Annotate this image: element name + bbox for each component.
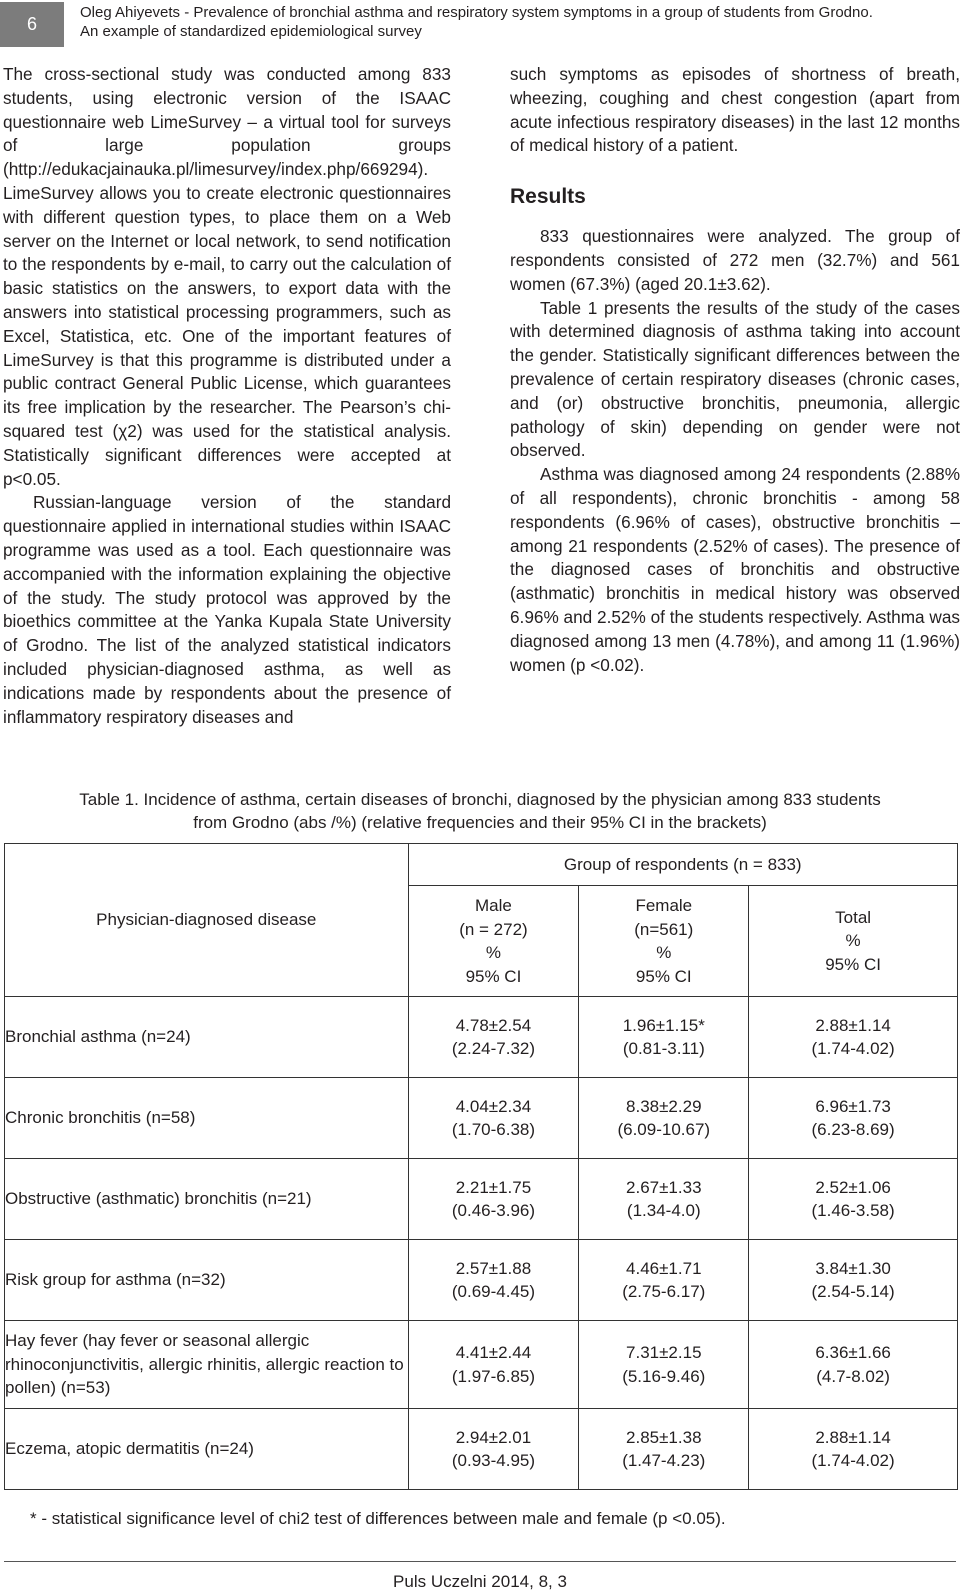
table-row [5, 997, 958, 1078]
male-header-line: 95% CI [465, 966, 522, 986]
female-column-header [579, 886, 749, 997]
male-header-line: % [485, 943, 501, 962]
methods-paragraph-2: Russian-language version of the standard questionnaire applied in international studies within ISAAC programme was used as a tool. Each questionnaire was accompanied with the information explaining the objective of the study. The study protocol was approved by the bioethics committee at the Yanka Kupala State University of Grodno. The list of the analyzed statistical indicators included physician-diagnosed asthma, as well as indications made by respondents about the presence of inflammatory respiratory diseases and [3, 492, 451, 727]
disease-column-header: Physician-diagnosed disease [5, 844, 409, 997]
results-paragraph-3: Asthma was diagnosed among 24 respondents (2.88% of all respondents), chronic bronchitis - among 58 respondents (6.96% of cases), obstructive bronchitis – among 21 respondents (2.52% of cases). The presence of the diagnosed cases of bronchitis and obstructive (asthmatic) bronchitis in medical history was observed 6.96% and 2.52% of the students respectively. Asthma was diagnosed among 13 men (4.78%), and among 11 (1.96%) women (p <0.02). [510, 464, 960, 675]
table-row [5, 1240, 958, 1321]
male-value-cell [408, 997, 579, 1078]
male-value-cell [408, 1078, 579, 1159]
value-ci: (4.7-8.02) [816, 1366, 890, 1386]
value-ci: (2.54-5.14) [811, 1282, 895, 1301]
table-row [5, 1159, 958, 1240]
female-header-line: Female [635, 896, 693, 915]
results-paragraph-1: 833 questionnaires were analyzed. The group of respondents consisted of 272 men (32.7%) and 561 women (67.3%) (aged 20.1±3.62). [510, 226, 960, 294]
disease-cell: Chronic bronchitis (n=58) [5, 1078, 409, 1159]
value-ci: (1.70-6.38) [451, 1120, 536, 1139]
male-value-cell [408, 1321, 579, 1409]
running-head [80, 3, 950, 41]
value-mean: 4.41±2.44 [455, 1343, 532, 1362]
value-mean: 6.96±1.73 [815, 1096, 891, 1116]
value-mean: 4.78±2.54 [455, 1015, 532, 1035]
value-ci: (0.46-3.96) [451, 1201, 536, 1220]
value-ci: (6.23-8.69) [811, 1120, 895, 1139]
total-value-cell [749, 1409, 958, 1490]
page-number: 6 [0, 2, 64, 47]
female-header-line: (n=561) [634, 919, 694, 939]
disease-cell: Risk group for asthma (n=32) [5, 1240, 409, 1321]
female-value-cell [579, 1409, 749, 1490]
value-mean: 3.84±1.30 [815, 1258, 891, 1278]
total-value-cell [749, 1321, 958, 1409]
male-value-cell [408, 1159, 579, 1240]
total-value-cell [749, 1159, 958, 1240]
value-ci: (2.24-7.32) [451, 1039, 536, 1058]
table-caption-line-2: from Grodno (abs /%) (relative frequencies and their 95% CI in the brackets) [193, 813, 767, 832]
total-column-header [749, 886, 958, 997]
value-ci: (1.47-4.23) [622, 1451, 706, 1470]
value-mean: 7.31±2.15 [626, 1343, 702, 1362]
running-head-line-1: Oleg Ahiyevets - Prevalence of bronchial asthma and respiratory system symptoms in a group of students from Grodno. [80, 4, 873, 21]
value-mean: 8.38±2.29 [626, 1096, 702, 1116]
results-paragraph-2: Table 1 presents the results of the study of the cases with determined diagnosis of asthma taking into account the gender. Statistically significant differences between the prevalence of certain respiratory diseases (chronic cases, and (or) obstructive bronchitis, pneumonia, allergic pathology of skin) depending on gender were not observed. [510, 297, 960, 461]
methods-continuation-paragraph: such symptoms as episodes of shortness of breath, wheezing, coughing and chest congestion (apart from acute infectious respiratory diseases) in the last 12 months of medical history of a patient. [510, 64, 960, 156]
male-value-cell [408, 1240, 579, 1321]
value-ci: (1.74-4.02) [811, 1451, 895, 1470]
value-ci: (1.34-4.0) [626, 1201, 701, 1220]
male-header-line: (n = 272) [459, 919, 528, 939]
total-value-cell [749, 997, 958, 1078]
disease-cell: Hay fever (hay fever or seasonal allergic rhinoconjunctivitis, allergic rhinitis, allergic reaction to pollen) (n=53) [5, 1321, 409, 1409]
table-caption [10, 788, 950, 834]
female-header-line: % [656, 943, 672, 962]
value-mean: 2.67±1.33 [626, 1177, 702, 1197]
female-value-cell [579, 1078, 749, 1159]
female-value-cell [579, 1321, 749, 1409]
value-ci: (0.69-4.45) [451, 1282, 536, 1301]
female-value-cell [579, 1159, 749, 1240]
total-header-line: % [845, 931, 861, 951]
footer-divider [4, 1561, 956, 1562]
total-header-line: 95% CI [825, 954, 881, 974]
running-head-line-2: An example of standardized epidemiological survey [80, 23, 422, 40]
female-header-line: 95% CI [635, 966, 692, 986]
table-row [5, 1409, 958, 1490]
value-mean: 1.96±1.15* [622, 1015, 705, 1035]
table-footnote: * - statistical significance level of chi2 test of differences between male and female (p <0.05). [30, 1509, 726, 1528]
right-column [510, 63, 960, 677]
table-caption-line-1: Table 1. Incidence of asthma, certain diseases of bronchi, diagnosed by the physician among 833 students [79, 790, 881, 809]
value-ci: (1.46-3.58) [811, 1201, 895, 1220]
value-ci: (2.75-6.17) [622, 1282, 706, 1301]
value-ci: (0.81-3.11) [622, 1039, 705, 1058]
male-column-header [408, 886, 579, 997]
value-ci: (6.09-10.67) [617, 1120, 711, 1139]
value-ci: (0.93-4.95) [451, 1451, 536, 1470]
disease-cell: Eczema, atopic dermatitis (n=24) [5, 1409, 409, 1490]
value-ci: (5.16-9.46) [622, 1366, 706, 1386]
group-column-header: Group of respondents (n = 833) [408, 844, 957, 886]
value-mean: 6.36±1.66 [815, 1343, 891, 1362]
value-mean: 2.88±1.14 [815, 1015, 891, 1035]
value-mean: 2.94±2.01 [455, 1427, 532, 1447]
value-mean: 2.57±1.88 [455, 1258, 532, 1278]
value-mean: 4.04±2.34 [455, 1096, 532, 1116]
value-ci: (1.97-6.85) [451, 1366, 536, 1386]
results-heading: Results [510, 185, 586, 209]
value-mean: 2.88±1.14 [815, 1427, 891, 1447]
table-row [5, 1078, 958, 1159]
female-value-cell [579, 1240, 749, 1321]
value-mean: 4.46±1.71 [626, 1258, 702, 1278]
results-table [4, 843, 958, 1490]
methods-paragraph-1: The cross-sectional study was conducted among 833 students, using electronic version of the ISAAC questionnaire web LimeSurvey – a virtual tool for surveys of large population groups (http://edukacjainauka.pl/limesurvey/index.php/669294). LimeSurvey allows you to create electronic questionnaires with different question types, to place them on a Web server on the Internet or local network, to send notification to the respondents by e-mail, to carry out the calculation of basic statistics on the answers, to export data with the answers into statistical processing programmers, such as Excel, Statistica, etc. One of the important features of LimeSurvey is that this programme is distributed under a public contract General Public License, which guarantees its free implication by the researcher. The Pearson’s chi-squared test (χ2) was used for the statistical analysis. Statistically significant differences were accepted at p<0.05. [3, 64, 451, 489]
table-row [5, 1321, 958, 1409]
female-value-cell [579, 997, 749, 1078]
disease-cell: Bronchial asthma (n=24) [5, 997, 409, 1078]
disease-cell: Obstructive (asthmatic) bronchitis (n=21) [5, 1159, 409, 1240]
value-mean: 2.52±1.06 [815, 1177, 891, 1197]
total-value-cell [749, 1240, 958, 1321]
total-header-line: Total [835, 907, 872, 927]
male-value-cell [408, 1409, 579, 1490]
journal-footer: Puls Uczelni 2014, 8, 3 [393, 1572, 567, 1591]
left-column [3, 63, 451, 729]
value-mean: 2.21±1.75 [455, 1177, 532, 1197]
male-header-line: Male [475, 896, 512, 915]
total-value-cell [749, 1078, 958, 1159]
value-mean: 2.85±1.38 [626, 1427, 702, 1447]
value-ci: (1.74-4.02) [811, 1039, 895, 1058]
